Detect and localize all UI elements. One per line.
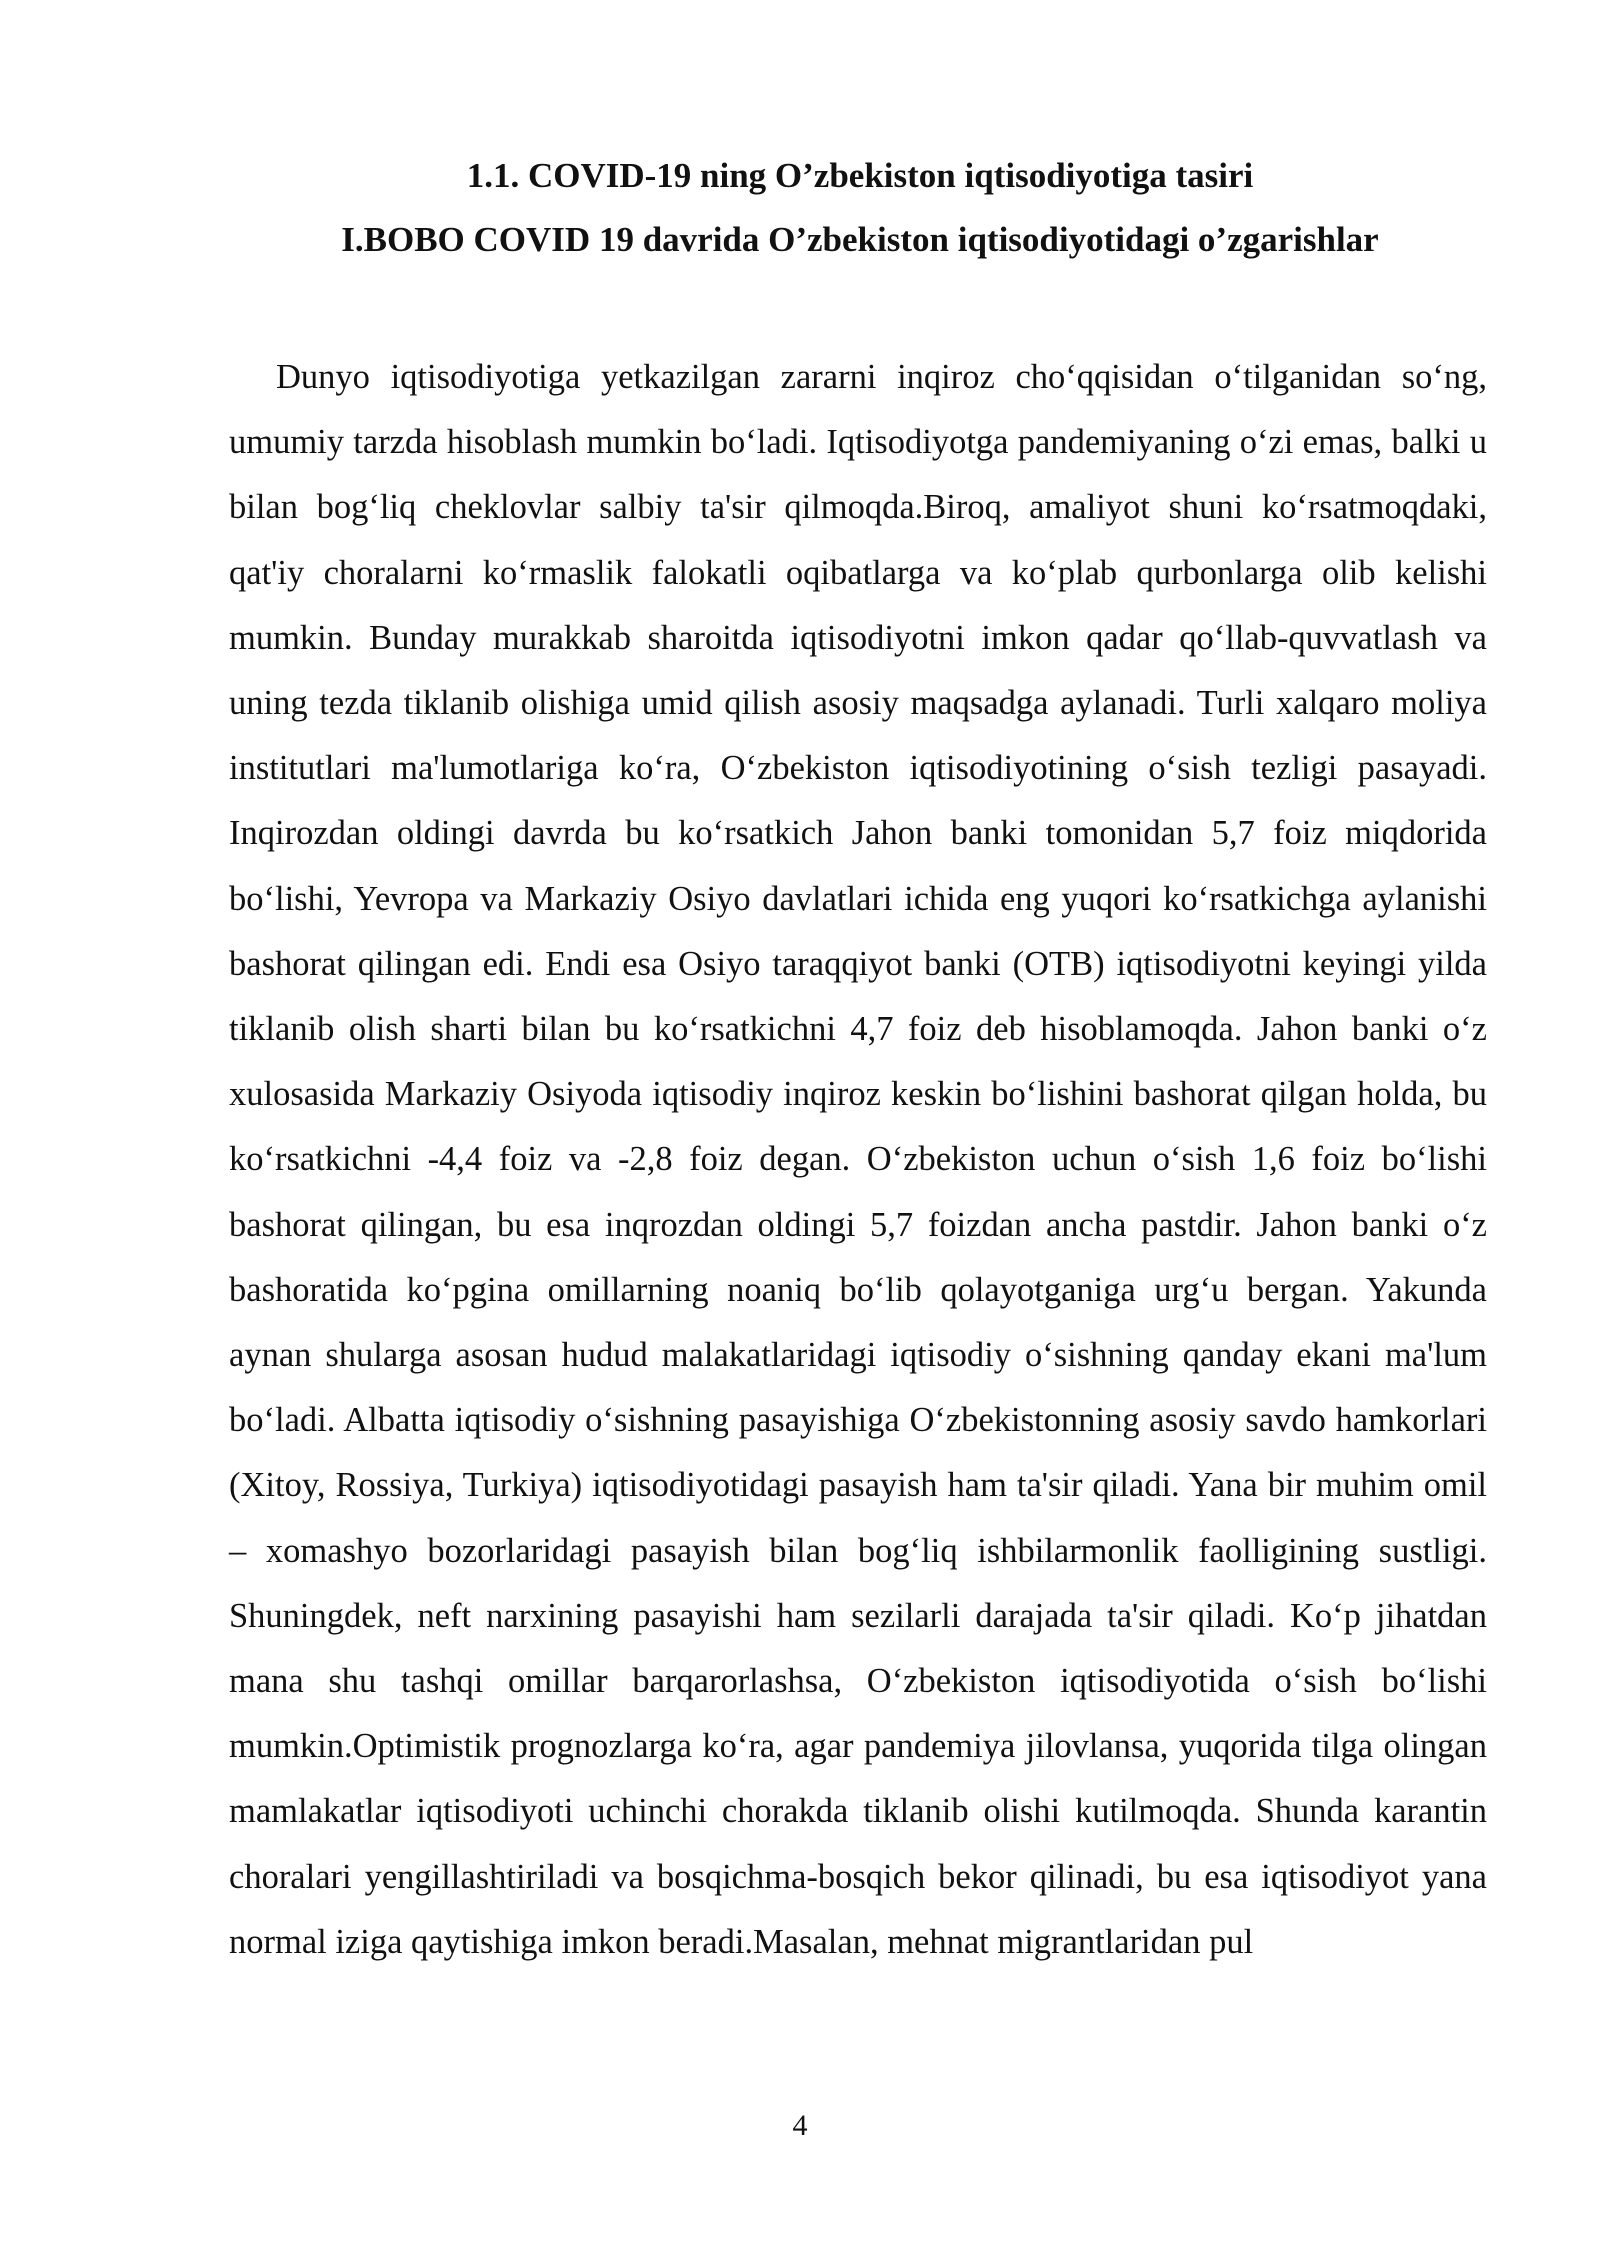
chapter-heading: I.BOBO COVID 19 davrida O’zbekiston iqtisodiyotidagi o’zgarishlar [341,220,1379,259]
body-paragraph: Dunyo iqtisodiyotiga yetkazilgan zararni inqiroz cho‘qqisidan o‘tilganidan so‘ng, umumiy tarzda hisoblash mumkin bo‘ladi. Iqtisodiyotga pandemiyaning o‘zi emas, balki u bilan bog‘liq cheklovlar salbiy ta'sir qilmoqda.Biroq, amaliyot shuni ko‘rsatmoqdaki, qat'iy choralarni ko‘rmaslik falokatli oqibatlarga va ko‘plab qurbonlarga olib kelishi mumkin. Bunday murakkab sharoitda iqtisodiyotni imkon qadar qo‘llab-quvvatlash va uning tezda tiklanib olishiga umid qilish asosiy maqsadga aylanadi. Turli xalqaro moliya institutlari ma'lumotlariga ko‘ra, O‘zbekiston iqtisodiyotining o‘sish tezligi pasayadi. Inqirozdan oldingi davrda bu ko‘rsatkich Jahon banki tomonidan 5,7 foiz miqdorida bo‘lishi, Yevropa va Markaziy Osiyo davlatlari ichida eng yuqori ko‘rsatkichga aylanishi bashorat qilingan edi. Endi esa Osiyo taraqqiyot banki (OTB) iqtisodiyotni keyingi yilda tiklanib olish sharti bilan bu ko‘rsatkichni 4,7 foiz deb hisoblamoqda. Jahon banki o‘z xulosasida Markaziy Osiyoda iqtisodiy inqiroz keskin bo‘lishini bashorat qilgan holda, bu ko‘rsatkichni -4,4 foiz va -2,8 foiz degan. O‘zbekiston uchun o‘sish 1,6 foiz bo‘lishi bashorat qilingan, bu esa inqrozdan oldingi 5,7 foizdan ancha pastdir. Jahon banki o‘z bashoratida ko‘pgina omillarning noaniq bo‘lib qolayotganiga urg‘u bergan. Yakunda aynan shularga asosan hudud malakatlaridagi iqtisodiy o‘sishning qanday ekani ma'lum bo‘ladi. Albatta iqtisodiy o‘sishning pasayishiga O‘zbekistonning asosiy savdo hamkorlari (Xitoy, Rossiya, Turkiya) iqtisodiyotidagi pasayish ham ta'sir qiladi. Yana bir muhim omil – xomashyo bozorlaridagi pasayish bilan bog‘liq ishbilarmonlik faolligining sustligi. Shuningdek, neft narxining pasayishi ham sezilarli darajada ta'sir qiladi. Ko‘p jihatdan mana shu tashqi omillar barqarorlashsa, O‘zbekiston iqtisodiyotida o‘sish bo‘lishi mumkin.Optimistik prognozlarga ko‘ra, agar pandemiya jilovlansa, yuqorida tilga olingan mamlakatlar iqtisodiyoti uchinchi chorakda tiklanib olishi kutilmoqda. Shunda karantin choralari yengillashtiriladi va bosqichma-bosqich bekor qilinadi, bu esa iqtisodiyot yana normal iziga qaytishiga imkon beradi.Masalan, mehnat migrantlaridan pul [229,358,1487,1961]
page-number: 4 [792,2109,808,2142]
section-heading: 1.1. COVID-19 ning O’zbekiston iqtisodiyotiga tasiri [466,156,1254,195]
